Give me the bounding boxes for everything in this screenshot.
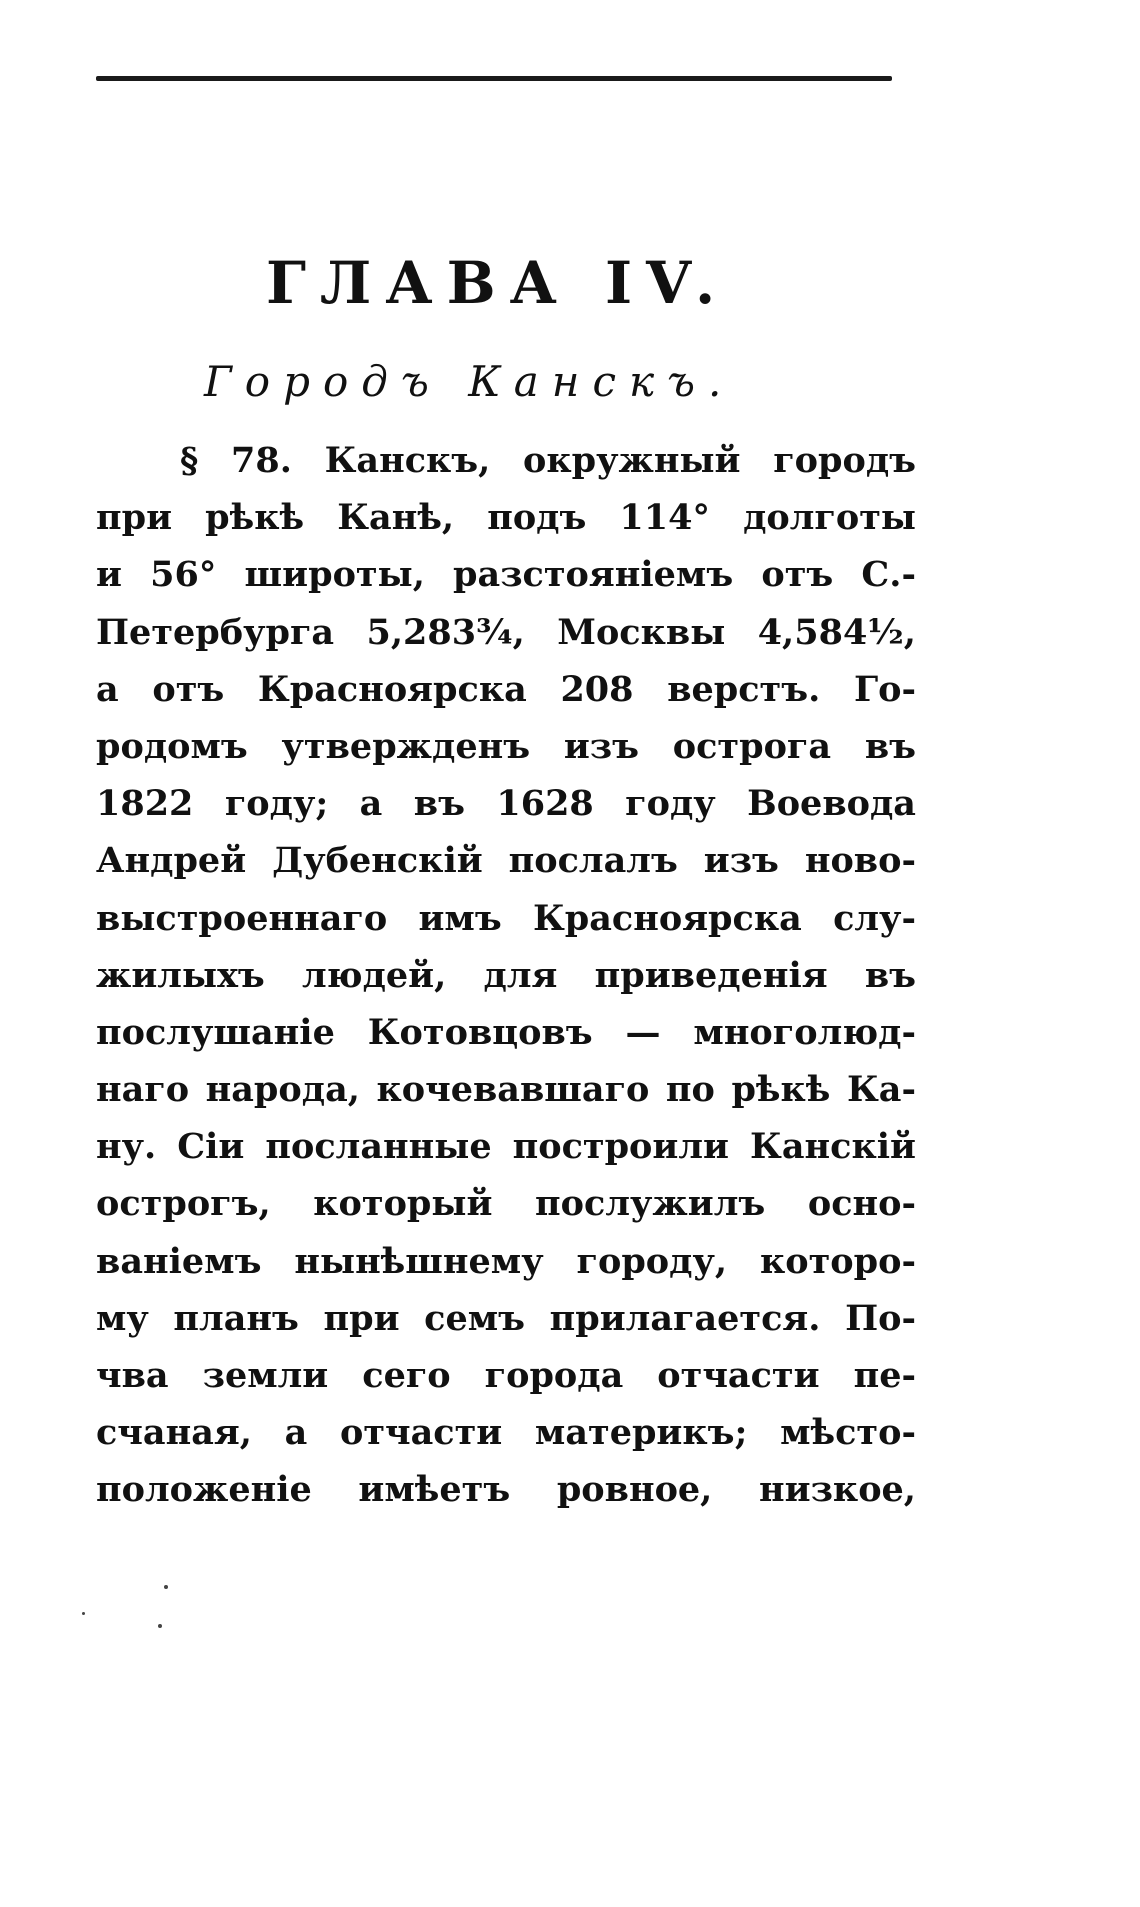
paper-speck: [158, 1624, 162, 1628]
chapter-heading: ГЛАВА IV.: [266, 249, 730, 317]
text-line: при рѣкѣ Канѣ, подъ 114° долготы: [96, 497, 916, 539]
text-line: жилыхъ людей, для приведенія въ: [96, 954, 916, 996]
text-line: выстроеннаго имъ Красноярска слу-: [96, 897, 916, 939]
text-line: счаная, а отчасти материкъ; мѣсто-: [96, 1412, 916, 1454]
text-line: 1822 году; а въ 1628 году Воевода: [96, 783, 916, 825]
text-line: послушаніе Котовцовъ — многолюд-: [96, 1011, 916, 1053]
text-line: Андрей Дубенскій послалъ изъ ново-: [96, 840, 916, 882]
text-line: и 56° широты, разстояніемъ отъ С.-: [96, 554, 916, 596]
paper-speck: [164, 1585, 168, 1589]
text-line: ну. Сіи посланные построили Канскій: [96, 1126, 916, 1168]
paper-speck: [82, 1612, 85, 1615]
text-line: острогъ, который послужилъ осно-: [96, 1183, 916, 1225]
text-line: родомъ утвержденъ изъ острога въ: [96, 725, 916, 767]
text-line: ваніемъ нынѣшнему городу, которо-: [96, 1240, 916, 1282]
text-line: наго народа, кочевавшаго по рѣкѣ Ка-: [96, 1069, 916, 1111]
header-rule: [96, 76, 892, 81]
chapter-subtitle: Городъ Канскъ.: [204, 357, 735, 406]
text-line: му планъ при семъ прилагается. По-: [96, 1297, 916, 1339]
paragraph: [96, 432, 916, 1519]
text-line: чва земли сего города отчасти пе-: [96, 1355, 916, 1396]
text-line: Петербурга 5,283¾, Москвы 4,584½,: [96, 611, 916, 653]
text-line: положеніе имѣетъ ровное, низкое,: [96, 1469, 916, 1511]
text-line: § 78. Канскъ, окружный городъ: [180, 440, 916, 481]
text-line: а отъ Красноярска 208 верстъ. Го-: [96, 668, 916, 710]
